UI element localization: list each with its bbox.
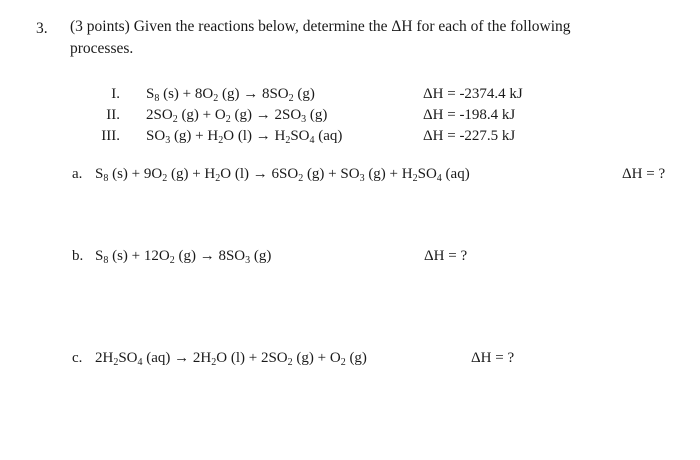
subscript: 4	[309, 135, 315, 146]
subscript: 2	[215, 173, 221, 184]
question-number: 3.	[36, 20, 48, 37]
subscript: 3	[359, 173, 365, 184]
subscript: 2	[113, 357, 119, 368]
reaction-2-enthalpy: ΔH = -198.4 kJ	[423, 107, 516, 123]
subscript: 2	[288, 93, 294, 104]
reaction-3-enthalpy: ΔH = -227.5 kJ	[423, 128, 516, 144]
reaction-1-equation: $S_8$ $(s) + 8O_2$ $(g) \to 8SO_2$ (g)	[146, 86, 315, 104]
subscript: 2	[412, 173, 418, 184]
subscript: 2	[340, 357, 346, 368]
part-b-equation: $S_8$ $(s) + 12O_2$ $(g) \to 8SO_3$ (g)	[95, 248, 272, 266]
subscript: 4	[137, 357, 143, 368]
subscript: 2	[225, 114, 231, 125]
subscript: 4	[436, 173, 442, 184]
subscript: 2	[298, 173, 304, 184]
part-c-enthalpy: ΔH = ?	[471, 350, 515, 366]
part-b-label: b.	[72, 248, 84, 264]
subscript: 3	[165, 135, 171, 146]
reaction-1-numeral: I.	[111, 86, 120, 102]
part-b-enthalpy: ΔH = ?	[424, 248, 468, 264]
subscript: 8	[103, 255, 109, 266]
question-text-line2: processes.	[70, 40, 134, 57]
subscript: 2	[213, 93, 219, 104]
subscript: 3	[301, 114, 307, 125]
subscript: 2	[162, 173, 168, 184]
part-a-equation: $S_8$ $(s) + 9O_2$ $(g) + H_2O$ $(l) \to 6SO_2$ $(g) + SO_3$ $(g) + H_2SO_4$ (aq)	[95, 166, 470, 184]
reaction-3-numeral: III.	[101, 128, 120, 144]
reaction-3-equation: $SO_3$ $(g) + H_2O$ $(l) \to H_2SO_4$ (aq)	[146, 128, 343, 146]
subscript: 2	[211, 357, 217, 368]
subscript: 2	[218, 135, 224, 146]
subscript: 8	[103, 173, 109, 184]
part-a-enthalpy: ΔH = ?	[622, 166, 666, 182]
question-text-line1: (3 points) Given the reactions below, determine the ΔH for each of the following	[70, 18, 571, 35]
subscript: 3	[245, 255, 251, 266]
reaction-2-numeral: II.	[106, 107, 120, 123]
part-c-equation: $2H_2SO_4$ $(aq) \to 2H_2O$ $(l) + 2SO_2$ $(g) + O_2$ (g)	[95, 350, 367, 368]
part-c-label: c.	[72, 350, 83, 366]
part-a-label: a.	[72, 166, 83, 182]
subscript: 2	[287, 357, 293, 368]
reaction-2-equation: $2SO_2$ $(g) + O_2$ $(g) \to 2SO_3$ (g)	[146, 107, 328, 125]
subscript: 2	[169, 255, 175, 266]
reaction-1-enthalpy: ΔH = -2374.4 kJ	[423, 86, 523, 102]
subscript: 2	[285, 135, 291, 146]
subscript: 8	[154, 93, 160, 104]
subscript: 2	[172, 114, 178, 125]
